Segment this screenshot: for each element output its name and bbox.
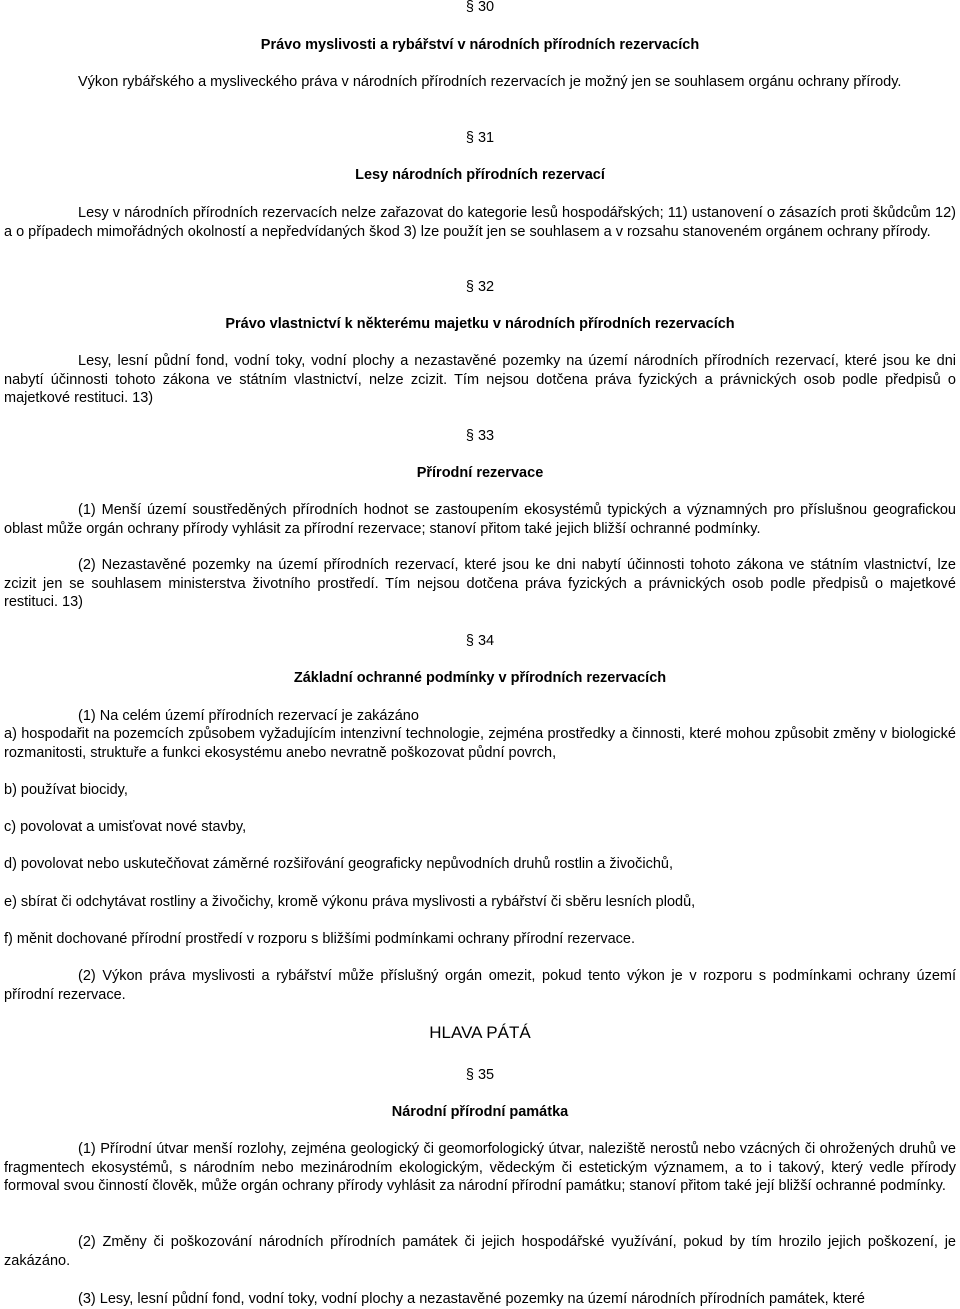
section-35-number <box>4 1066 956 1085</box>
list-item: f) měnit dochované přírodní prostředí v rozporu s bližšími podmínkami ochrany přírodní rezervace. <box>4 931 636 947</box>
section-33-body-2 <box>4 556 956 612</box>
section-35-body-2 <box>4 1233 956 1270</box>
list-item: d) povolovat nebo uskutečňovat záměrné rozšiřování geograficky nepůvodních druhů rostlin a živočichů, <box>4 856 673 872</box>
section-title: Národní přírodní památka <box>391 1104 569 1120</box>
paragraph: Lesy, lesní půdní fond, vodní toky, vodní plochy a nezastavěné pozemky na území národních přírodních rezervací, které jsou ke dni nabytí účinnosti tohoto zákona ve státním vlastnictví, nelze zcizit. Tím nejsou dotčena práva fyzických a právnických osob podle předpisů o majetkové restituci. 13) <box>4 353 956 406</box>
paragraph: (1) Menší území soustředěných přírodních hodnot se zastoupením ekosystémů typických a významných pro příslušnou geografickou oblast může orgán ochrany přírody vyhlásit za přírodní rezervace; stanoví přitom také jejich bližší ochranné podmínky. <box>4 502 956 537</box>
chapter-title: HLAVA PÁTÁ <box>429 1023 531 1042</box>
section-33-body-1 <box>4 501 956 538</box>
section-30 <box>4 0 956 17</box>
section-title: Lesy národních přírodních rezervací <box>355 167 605 183</box>
section-number: § 33 <box>465 428 495 444</box>
section-number: § 31 <box>465 130 495 146</box>
section-31-body <box>4 204 956 241</box>
section-number: § 35 <box>465 1067 495 1083</box>
section-34-body-2 <box>4 967 956 1004</box>
section-35-title <box>4 1103 956 1122</box>
section-35-body-3 <box>4 1290 956 1309</box>
list-item: a) hospodařit na pozemcích způsobem vyžadujícím intenzivní technologie, zejména prostředky a činnosti, které mohou způsobit změny v biologické rozmanitosti, struktuře a funkci ekosystému anebo nevratně poškozovat půdní povrch, <box>4 726 956 761</box>
paragraph: (2) Změny či poškozování národních přírodních památek či jejich hospodářské využívání, pokud by tím hrozilo jejich poškození, je zakázáno. <box>4 1234 956 1269</box>
paragraph: Lesy v národních přírodních rezervacích nelze zařazovat do kategorie lesů hospodářských; 11) ustanovení o zásazích proti škůdcům 12) a o případech mimořádných okolností a nepředvídaných škod 3) lze použít jen se souhlasem a v rozsahu stanoveném orgánem ochrany přírody. <box>4 205 956 240</box>
section-title: Právo myslivosti a rybářství v národních přírodních rezervacích <box>260 37 700 53</box>
section-34-item-c <box>4 818 956 837</box>
section-35-body-1 <box>4 1140 956 1196</box>
list-item: b) používat biocidy, <box>4 782 128 798</box>
section-32-number <box>4 278 956 297</box>
section-30-body <box>4 73 956 92</box>
section-title: Přírodní rezervace <box>416 465 544 481</box>
paragraph: (1) Na celém území přírodních rezervací je zakázáno <box>78 708 419 724</box>
section-34-item-b <box>4 781 956 800</box>
section-number: § 34 <box>465 633 495 649</box>
section-number: § 30 <box>465 0 495 15</box>
list-item: c) povolovat a umisťovat nové stavby, <box>4 819 247 835</box>
section-34-item-e <box>4 893 956 912</box>
section-31-number <box>4 129 956 148</box>
section-34-number <box>4 632 956 651</box>
paragraph: (2) Nezastavěné pozemky na území přírodních rezervací, které jsou ke dni nabytí účinnosti tohoto zákona ve státním vlastnictví, lze zcizit jen se souhlasem ministerstva životního prostředí. Tím nejsou dotčena práva fyzických a právnických osob podle předpisů o majetkové restituci. 13) <box>4 557 956 610</box>
section-34-title <box>4 669 956 688</box>
section-32-title <box>4 315 956 334</box>
section-30-title <box>4 36 956 55</box>
section-34-item-f <box>4 930 956 949</box>
paragraph: Výkon rybářského a mysliveckého práva v národních přírodních rezervacích je možný jen se souhlasem orgánu ochrany přírody. <box>78 74 902 90</box>
section-number: § 32 <box>465 279 495 295</box>
section-33-title <box>4 464 956 483</box>
section-title: Právo vlastnictví k některému majetku v národních přírodních rezervacích <box>225 316 735 332</box>
section-34-item-a <box>4 725 956 762</box>
list-item: e) sbírat či odchytávat rostliny a živočichy, kromě výkonu práva myslivosti a rybářství či sběru lesních plodů, <box>4 894 696 910</box>
paragraph: (3) Lesy, lesní půdní fond, vodní toky, vodní plochy a nezastavěné pozemky na území národních přírodních památek, které <box>78 1291 865 1307</box>
section-33-number <box>4 427 956 446</box>
section-32-body <box>4 352 956 408</box>
paragraph: (2) Výkon práva myslivosti a rybářství může příslušný orgán omezit, pokud tento výkon je v rozporu s podmínkami ochrany území přírodní rezervace. <box>4 968 956 1003</box>
paragraph: (1) Přírodní útvar menší rozlohy, zejména geologický či geomorfologický útvar, naleziště nerostů nebo vzácných či ohrožených druhů ve fragmentech ekosystémů, s národním nebo mezinárodním ekologickým, vědeckým či estetickým významem, a to i takový, který vedle přírody formoval svou činností člověk, může orgán ochrany přírody vyhlásit za národní přírodní památku; stanoví přitom také její bližší ochranné podmínky. <box>4 1141 956 1194</box>
section-title: Základní ochranné podmínky v přírodních rezervacích <box>293 670 667 686</box>
section-31-title <box>4 166 956 185</box>
chapter-heading <box>4 1024 956 1043</box>
section-34-item-d <box>4 855 956 874</box>
section-34-intro <box>4 707 956 726</box>
